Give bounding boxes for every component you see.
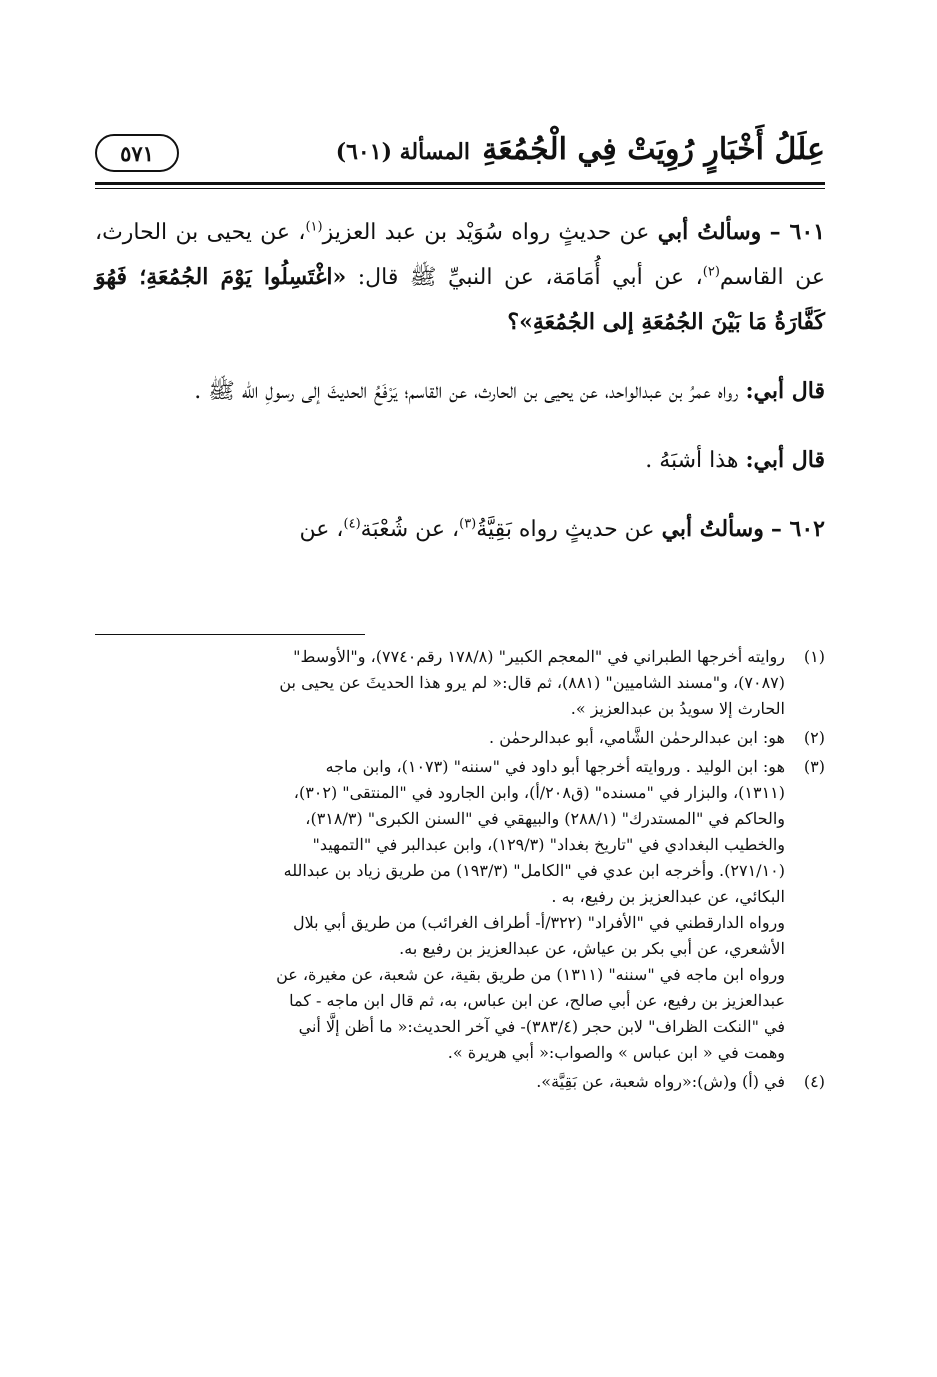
footnote-line: والخطيب البغدادي في "تاريخ بغداد" (١٢٩/٣)، وابن عبدالبر في "التمهيد" <box>312 835 785 854</box>
footnote-line: ورواه ابن ماجه في "سننه" (١٣١١) من طريق بقية، عن شعبة، عن مغيرة، عن <box>276 965 785 984</box>
question-text: عن حديثٍ رواه بَقِيَّةُ <box>476 517 655 542</box>
question-601 <box>95 210 825 345</box>
footnote-line: الأشعري، عن أبي بكر بن عياش، عن عبدالعزيز بن رفيع به. <box>399 939 785 958</box>
question-text: ، عن شُعْبَة <box>360 517 460 542</box>
question-text: ، عن أبي أُمَامَة، عن النبيِّ ﷺ قال: <box>357 265 703 290</box>
footnotes <box>95 644 825 1098</box>
footnote-line: عبدالعزيز بن رفيع، عن أبي صالح، عن ابن عباس، به، ثم قال ابن ماجه - كما <box>289 991 785 1010</box>
question-number: ٦٠١ – <box>769 219 825 245</box>
footnote-ref: (٢) <box>702 264 720 280</box>
footnote-marker: (٢) <box>803 728 825 747</box>
answer-lead: قال أبي: <box>745 447 825 473</box>
footnote-marker: (٣) <box>803 757 825 776</box>
footnote <box>95 754 825 1066</box>
footnote-ref: (٤) <box>343 516 361 532</box>
answer-text: هذا أشبَهُ . <box>645 448 739 473</box>
main-text <box>95 210 825 576</box>
page-number-badge <box>95 134 179 172</box>
footnote-line: والحاكم في "المستدرك" (٢٨٨/١) والبيهقي في "السنن الكبرى" (٣١٨/٣)، <box>305 809 785 828</box>
hadith-text: «اغْتَسِلُوا يَوْمَ الجُمُعَةِ؛ فَهُوَ كَفَّارَةُ مَا بَيْنَ الجُمُعَةِ إلى الجُمُعَةِ» <box>95 264 825 335</box>
footnote-line: ورواه الدارقطني في "الأفراد" (٣٢٢/أ- أطراف الغرائب) من طريق أبي بلال <box>292 913 785 932</box>
page-header <box>95 128 825 180</box>
footnote-line: (٢٧١/١٠). وأخرجه ابن عدي في "الكامل" (١٩٣/٣) من طريق زياد بن عبدالله <box>283 861 785 880</box>
question-text: ، عن <box>299 517 344 542</box>
question-number: ٦٠٢ – <box>770 516 825 542</box>
running-title: عِلَلُ أَخْبَارٍ رُوِيَتْ فِي الْجُمُعَةِ <box>482 132 825 167</box>
footnote-ref: (١) <box>305 219 323 235</box>
answer-lead: قال أبي: <box>745 378 825 404</box>
page-number: ٥٧١ <box>120 140 154 166</box>
footnote <box>95 644 825 722</box>
footnote-line: روايته أخرجها الطبراني في "المعجم الكبير" (١٧٨/٨ رقم٧٧٤٠)، و"الأوسط" <box>293 647 785 666</box>
footnote-ref: (٣) <box>459 516 477 532</box>
question-end: ؟ <box>507 309 520 335</box>
footnote-marker: (١) <box>803 647 825 666</box>
question-602 <box>95 507 825 552</box>
header-rule-thin <box>95 188 825 189</box>
answer-paragraph <box>95 438 825 483</box>
question-lead: وسألتُ أبي <box>657 219 762 245</box>
question-text: ، عن يحيى بن الحارث، عن القاسم <box>95 220 826 290</box>
footnote-line: البكائي، عن عبدالعزيز بن رفيع، به . <box>551 887 785 906</box>
footnote <box>95 725 825 751</box>
page <box>95 118 825 1358</box>
footnote-marker: (٤) <box>803 1072 825 1091</box>
footnote-line: (٧٠٨٧)، و"مسند الشاميين" (٨٨١)، ثم قال:« لم يرو هذا الحديثَ عن يحيى بن <box>279 673 785 692</box>
question-text: عن حديثٍ رواه سُوَيْد بن عبد العزيز <box>322 220 650 245</box>
footnote <box>95 1069 825 1095</box>
answer-paragraph <box>95 369 825 414</box>
footnote-line: وهمت في « ابن عباس » والصواب:« أبي هريرة ». <box>447 1043 785 1062</box>
issue-label: المسألة (٦٠١) <box>335 139 470 165</box>
answer-text: رواه عمرُ بن عبدالواحد، عن يحيى بن الحارث، عن القاسم؛ يَرْفَعُ الحديثَ إلى رسولِ الله ﷺ . <box>194 379 739 404</box>
footnote-line: هو: ابن الوليد . وروايته أخرجها أبو داود في "سننه" (١٠٧٣)، وابن ماجه <box>325 757 785 776</box>
footnote-line: (١٣١١)، والبزار في "مسنده" (ق٢٠٨/أ)، وابن الجارود في "المنتقى" (٣٠٢)، <box>293 783 785 802</box>
header-rule-thick <box>95 182 825 185</box>
footnote-line: في (أ) و(ش):«رواه شعبة، عن بَقِيَّة». <box>536 1072 785 1091</box>
footnote-line: هو: ابن عبدالرحمٰن الشَّامي، أبو عبدالرحمٰن . <box>489 728 785 747</box>
footnote-line: في "النكت الظراف" لابن حجر (٣٨٣/٤)- في آخر الحديث:« ما أظن إلَّا أني <box>298 1017 785 1036</box>
footnote-separator <box>95 634 365 635</box>
question-lead: وسألتُ أبي <box>661 516 764 542</box>
footnote-line: الحارث إلا سويدُ بن عبدالعزيز ». <box>570 699 785 718</box>
